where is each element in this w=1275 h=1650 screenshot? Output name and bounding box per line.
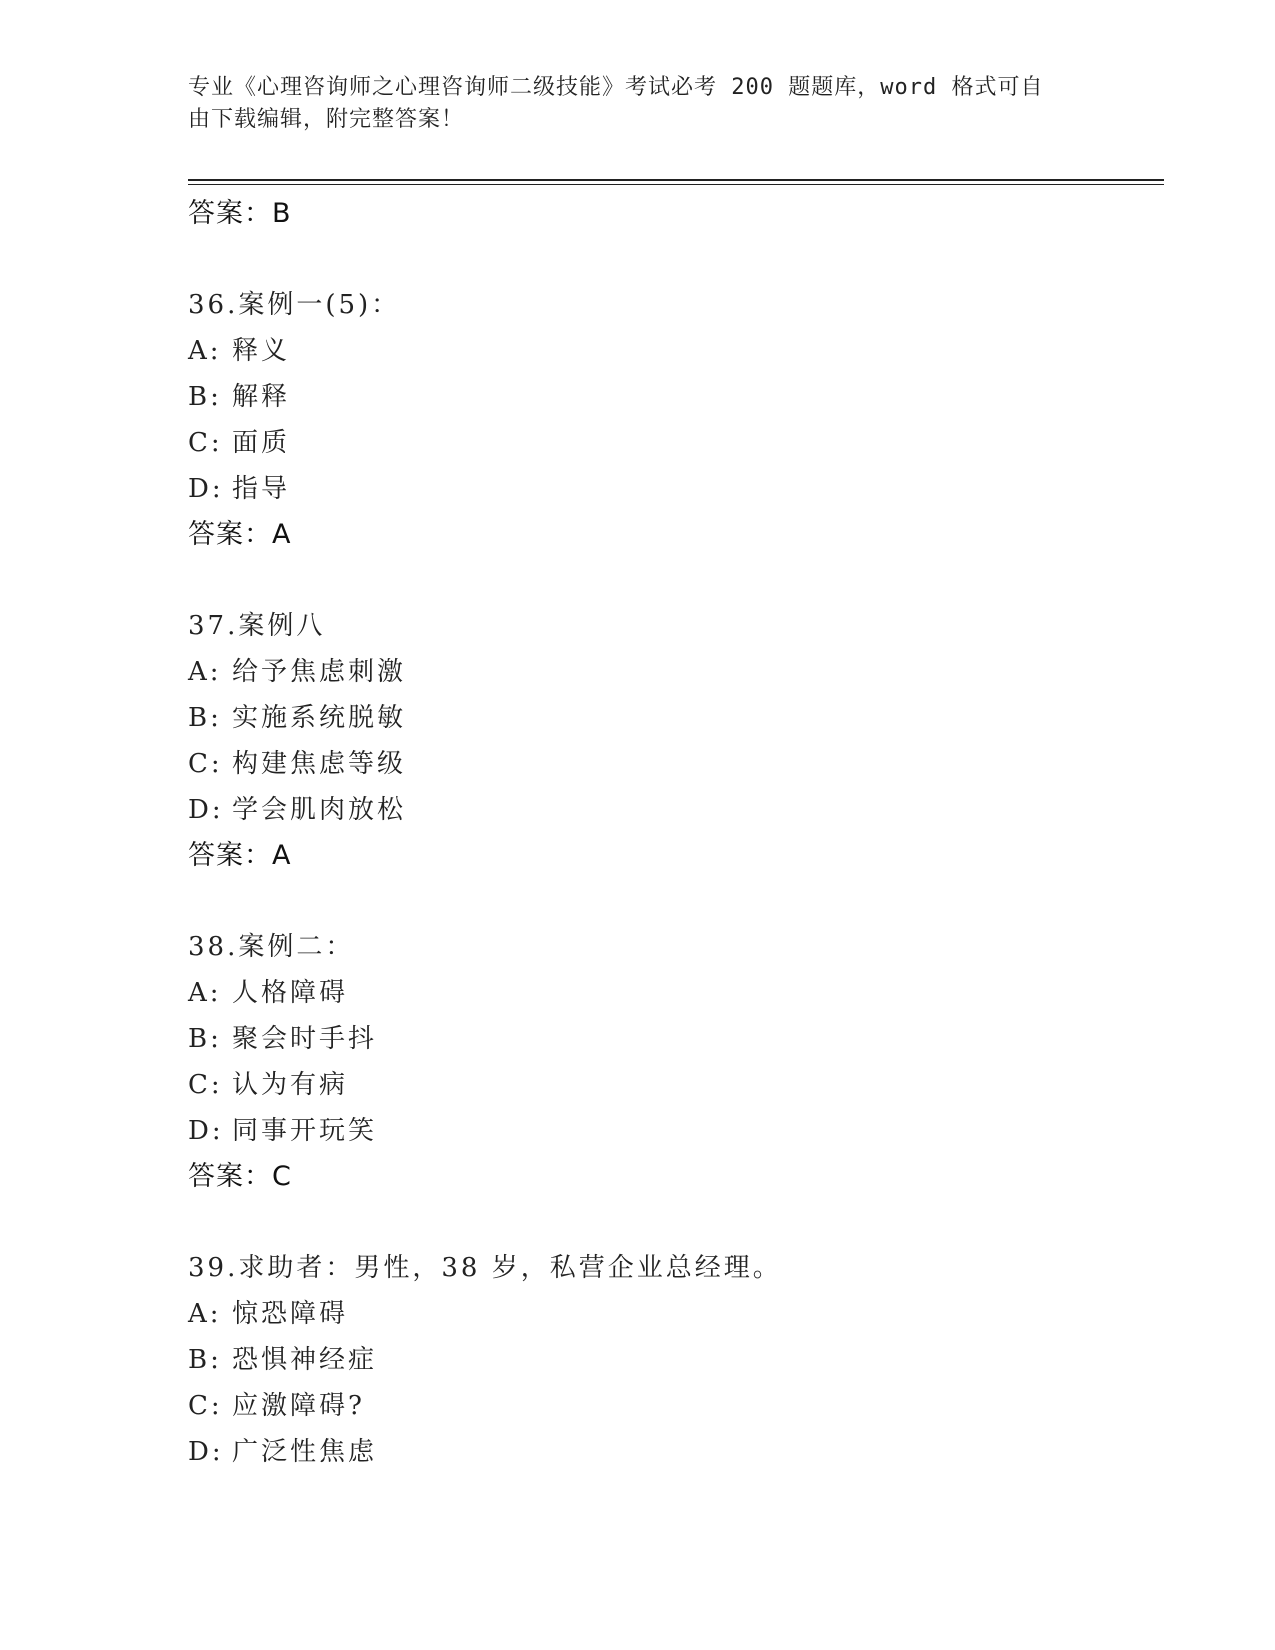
option-text: 广泛性焦虑	[232, 1437, 378, 1467]
option-letter: C:	[188, 1391, 223, 1421]
option-c	[188, 1383, 1148, 1429]
option-a	[188, 1291, 1148, 1337]
option-text: 同事开玩笑	[232, 1116, 378, 1146]
option-d	[188, 466, 1148, 512]
question-title: 36.案例一(5)：	[188, 290, 401, 320]
option-letter: D:	[188, 795, 224, 825]
option-letter: D:	[188, 1116, 224, 1146]
option-a	[188, 649, 1148, 695]
option-text: 聚会时手抖	[232, 1024, 378, 1054]
option-a	[188, 328, 1148, 374]
answer-line: 答案：C	[188, 1161, 292, 1192]
question-list	[188, 191, 1148, 1475]
option-letter: A:	[188, 336, 222, 366]
option-letter: C:	[188, 428, 223, 458]
option-c	[188, 741, 1148, 787]
question-39	[188, 1245, 1148, 1475]
option-letter: B:	[188, 1345, 222, 1375]
header-line-1: 专业《心理咨询师之心理咨询师二级技能》考试必考 200 题题库，word 格式可自	[188, 75, 1044, 100]
option-c	[188, 1062, 1148, 1108]
question-36	[188, 282, 1148, 558]
option-text: 释义	[232, 336, 291, 366]
question-title: 39.求助者：男性，38 岁，私营企业总经理。	[188, 1253, 782, 1283]
option-text: 惊恐障碍	[232, 1299, 349, 1329]
option-text: 构建焦虑等级	[232, 749, 407, 779]
header-line-2: 由下载编辑，附完整答案！	[188, 107, 465, 132]
option-text: 实施系统脱敏	[232, 703, 407, 733]
option-b	[188, 1016, 1148, 1062]
option-letter: C:	[188, 1070, 223, 1100]
option-text: 应激障碍?	[232, 1391, 365, 1421]
option-d	[188, 1108, 1148, 1154]
question-37	[188, 603, 1148, 879]
answer-line: 答案：B	[188, 198, 292, 229]
option-b	[188, 695, 1148, 741]
option-letter: A:	[188, 978, 222, 1008]
option-letter: D:	[188, 474, 224, 504]
option-a	[188, 970, 1148, 1016]
option-text: 恐惧神经症	[232, 1345, 378, 1375]
question-title: 37.案例八	[188, 611, 326, 641]
option-text: 指导	[232, 474, 291, 504]
option-letter: B:	[188, 1024, 222, 1054]
option-c	[188, 420, 1148, 466]
option-text: 认为有病	[232, 1070, 349, 1100]
header-divider-thin	[188, 184, 1164, 185]
answer-line: 答案：A	[188, 840, 292, 871]
option-letter: D:	[188, 1437, 224, 1467]
option-letter: C:	[188, 749, 223, 779]
header-divider-thick	[188, 179, 1164, 181]
option-d	[188, 1429, 1148, 1475]
option-letter: A:	[188, 657, 222, 687]
option-b	[188, 374, 1148, 420]
question-38	[188, 924, 1148, 1200]
document-header	[188, 72, 1068, 136]
option-text: 解释	[232, 382, 291, 412]
option-letter: B:	[188, 382, 222, 412]
option-d	[188, 787, 1148, 833]
question-title: 38.案例二：	[188, 932, 355, 962]
answer-line: 答案：A	[188, 519, 292, 550]
option-text: 给予焦虑刺激	[232, 657, 407, 687]
option-text: 学会肌肉放松	[232, 795, 407, 825]
option-letter: A:	[188, 1299, 222, 1329]
option-text: 人格障碍	[232, 978, 349, 1008]
option-letter: B:	[188, 703, 222, 733]
option-b	[188, 1337, 1148, 1383]
option-text: 面质	[232, 428, 291, 458]
